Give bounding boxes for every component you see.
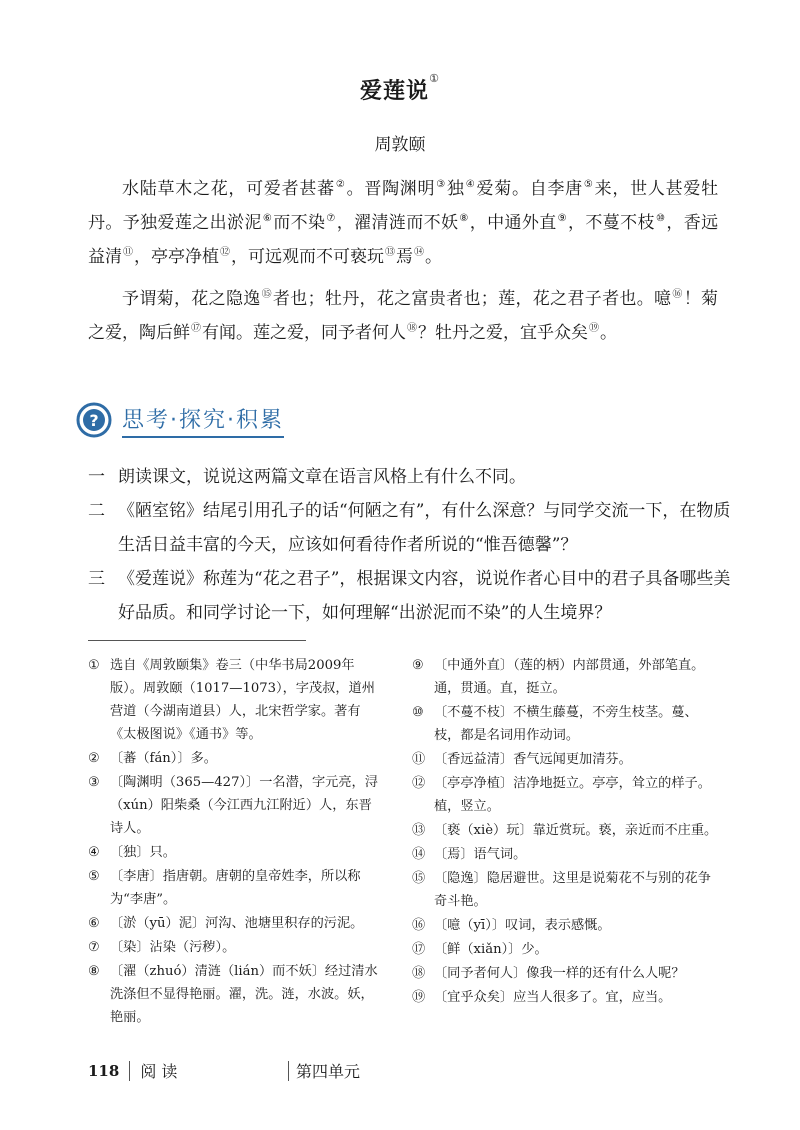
paragraph-text: ？牡丹之爱，宜乎众矣	[418, 323, 588, 343]
footnote-ref: ⑩	[655, 213, 666, 224]
footnote-divider	[88, 640, 306, 641]
footer-divider	[288, 1061, 289, 1081]
footnote	[88, 960, 383, 1029]
footnote	[88, 654, 383, 746]
paragraph-text: 来，世人甚爱牡丹。予独爱莲之出淤泥	[88, 179, 719, 233]
paragraph-text: 焉	[396, 247, 413, 267]
footnote	[88, 865, 383, 911]
footnote-ref: ⑭	[414, 247, 424, 258]
footnote-marker: ②	[88, 751, 100, 766]
footnote	[88, 771, 383, 840]
footnote-text: 〔亵（xiè）玩〕靠近赏玩。亵，亲近而不庄重。	[434, 823, 718, 838]
footnote-marker: ⑥	[88, 916, 100, 931]
footnote-ref: ④	[465, 179, 476, 190]
footnote	[412, 914, 720, 937]
footnotes-right	[412, 654, 720, 1010]
paragraph-text: ，中通外直	[469, 213, 557, 233]
footnote-text: 〔蕃（fán）〕多。	[110, 751, 217, 766]
page-number: 118	[88, 1061, 120, 1080]
footnote-text: 〔李唐〕指唐朝。唐朝的皇帝姓李，所以称为“李唐”。	[110, 869, 361, 907]
footnote-ref: ⑱	[407, 323, 417, 334]
footnote-marker: ⑯	[412, 918, 426, 933]
footnote-marker: ⑫	[412, 776, 426, 791]
footnote-marker: ③	[88, 775, 100, 790]
footnote-text: 〔亭亭净植〕洁净地挺立。亭亭，耸立的样子。植，竖立。	[434, 776, 711, 814]
question-item	[88, 494, 738, 562]
paragraph-text: 。	[425, 247, 442, 267]
question-item	[88, 562, 738, 630]
footnote-marker: ⑰	[412, 942, 426, 957]
question-text: 《爱莲说》称莲为“花之君子”，根据课文内容，说说作者心目中的君子具备哪些美好品质。和同学讨论一下，如何理解“出淤泥而不染”的人生境界？	[118, 569, 731, 623]
question-number: 二	[88, 501, 105, 521]
title-note-marker: ①	[429, 72, 440, 85]
footnote	[412, 772, 720, 818]
footer-divider	[129, 1061, 130, 1081]
footnote-ref: ⑲	[589, 323, 599, 334]
footnote	[412, 843, 720, 866]
footnote-marker: ⑮	[412, 871, 426, 886]
footnote-marker: ④	[88, 845, 100, 860]
footnote-ref: ⑥	[262, 213, 273, 224]
paragraph	[88, 282, 718, 350]
paragraph-text: 。晋陶渊明	[346, 179, 436, 199]
paragraph-text: 水陆草木之花，可爱者甚蕃	[122, 179, 335, 199]
footnote-text: 〔香远益清〕香气远闻更加清芬。	[434, 752, 632, 767]
footnote-marker: ⑱	[412, 966, 426, 981]
footnote-ref: ⑧	[459, 213, 469, 224]
paragraph-text: ，不蔓不枝	[568, 213, 655, 233]
footnote-marker: ⑭	[412, 847, 426, 862]
paragraph-text: 予谓菊，花之隐逸	[122, 289, 261, 309]
footnote-marker: ⑨	[412, 658, 424, 673]
section-title: 思考·探究·积累	[122, 403, 284, 438]
footnote-text: 〔隐逸〕隐居避世。这里是说菊花不与别的花争奇斗艳。	[434, 871, 711, 909]
footnotes-left	[88, 654, 383, 1030]
footnote-ref: ⑬	[385, 247, 395, 258]
footnote-ref: ⑪	[123, 247, 133, 258]
footnote-text: 〔中通外直〕（莲的柄）内部贯通，外部笔直。通，贯通。直，挺立。	[434, 658, 705, 696]
paragraph-text: ，亭亭净植	[134, 247, 219, 267]
author: 周敦颐	[374, 135, 426, 155]
footnote-text: 选自《周敦颐集》卷三（中华书局2009年版）。周敦颐（1017—1073），字茂叔，道州营道（今湖南道县）人，北宋哲学家。著有《太极图说》《通书》等。	[110, 658, 375, 742]
footnote-text: 〔独〕只。	[110, 845, 176, 860]
footnote-ref: ③	[436, 179, 447, 190]
paragraph-text: 者也；牡丹，花之富贵者也；莲，花之君子者也。噫	[272, 289, 672, 309]
question-text: 朗读课文，说说这两篇文章在语言风格上有什么不同。	[118, 467, 526, 487]
footnote-marker: ⑪	[412, 752, 426, 767]
question-text: 《陋室铭》结尾引用孔子的话“何陋之有”，有什么深意？与同学交流一下，在物质生活日益丰富的今天，应该如何看待作者所说的“惟吾德馨”？	[118, 501, 731, 555]
footnote-marker: ⑤	[88, 869, 100, 884]
question-icon	[76, 402, 112, 438]
footnote-text: 〔宜乎众矣〕应当人很多了。宜，应当。	[434, 990, 672, 1005]
footnote-ref: ⑰	[191, 323, 201, 334]
paragraph-text: 爱菊。自李唐	[476, 179, 583, 199]
section-header	[76, 397, 284, 443]
paragraph-text: ，香远益清	[88, 213, 719, 267]
svg-text:?: ?	[89, 411, 99, 430]
paragraph-text: 。	[600, 323, 617, 343]
question-number: 一	[88, 467, 105, 487]
paragraph-text: 独	[447, 179, 465, 199]
footnote-marker: ⑬	[412, 823, 426, 838]
title-text: 爱莲说	[360, 78, 430, 104]
question-item	[88, 460, 738, 494]
footnote-marker: ⑲	[412, 990, 426, 1005]
footnote	[88, 841, 383, 864]
footnote-text: 〔同予者何人〕像我一样的还有什么人呢？	[434, 966, 685, 981]
footnote-ref: ②	[335, 179, 346, 190]
footnote	[412, 962, 720, 985]
footnote-text: 〔噫（yī）〕叹词，表示感慨。	[434, 918, 611, 933]
footnote-ref: ⑤	[583, 179, 594, 190]
footnote-text: 〔焉〕语气词。	[434, 847, 527, 862]
footer-unit: 第四单元	[296, 1062, 361, 1081]
footnote	[412, 819, 720, 842]
footnote	[412, 867, 720, 913]
footnote-text: 〔濯（zhuó）清涟（lián）而不妖〕经过清水洗涤但不显得艳丽。濯，洗。涟，水波。妖，艳丽。	[110, 964, 378, 1025]
paragraph-text: 有闻。莲之爱，同予者何人	[202, 323, 406, 343]
footnote-ref: ⑯	[672, 289, 683, 300]
body-text	[88, 172, 718, 350]
paragraph-text: 而不染	[273, 213, 326, 233]
question-list	[88, 460, 738, 630]
footnote	[412, 701, 720, 747]
footnote-text: 〔淤（yū）泥〕河沟、池塘里积存的污泥。	[110, 916, 364, 931]
footnote-marker: ⑧	[88, 964, 100, 979]
footnote-marker: ①	[88, 658, 100, 673]
footnote	[88, 912, 383, 935]
footnote-marker: ⑩	[412, 705, 424, 720]
page-footer	[88, 1059, 361, 1082]
footnote-ref: ⑨	[557, 213, 568, 224]
footer-section: 阅 读	[140, 1062, 178, 1081]
footnote	[412, 938, 720, 961]
paragraph	[88, 172, 718, 274]
footnote-text: 〔陶渊明（365—427）〕一名潜，字元亮，浔（xún）阳柴桑（今江西九江附近）人，东晋诗人。	[110, 775, 378, 836]
footnote	[88, 936, 383, 959]
paragraph-text: ，濯清涟而不妖	[336, 213, 459, 233]
footnote	[88, 747, 383, 770]
footnote-text: 〔不蔓不枝〕不横生藤蔓，不旁生枝茎。蔓、枝，都是名词用作动词。	[434, 705, 698, 743]
paragraph-text: ！菊之爱，陶后鲜	[88, 289, 719, 343]
footnote-ref: ⑮	[261, 289, 272, 300]
footnote-text: 〔鲜（xiǎn）〕少。	[434, 942, 548, 957]
page-title	[0, 74, 800, 105]
footnote-marker: ⑦	[88, 940, 100, 955]
footnote-ref: ⑦	[326, 213, 336, 224]
question-number: 三	[88, 569, 105, 589]
footnote-ref: ⑫	[220, 247, 230, 258]
paragraph-text: ，可远观而不可亵玩	[231, 247, 384, 267]
footnote	[412, 748, 720, 771]
footnote	[412, 986, 720, 1009]
footnote	[412, 654, 720, 700]
footnote-text: 〔染〕沾染（污秽）。	[110, 940, 236, 955]
